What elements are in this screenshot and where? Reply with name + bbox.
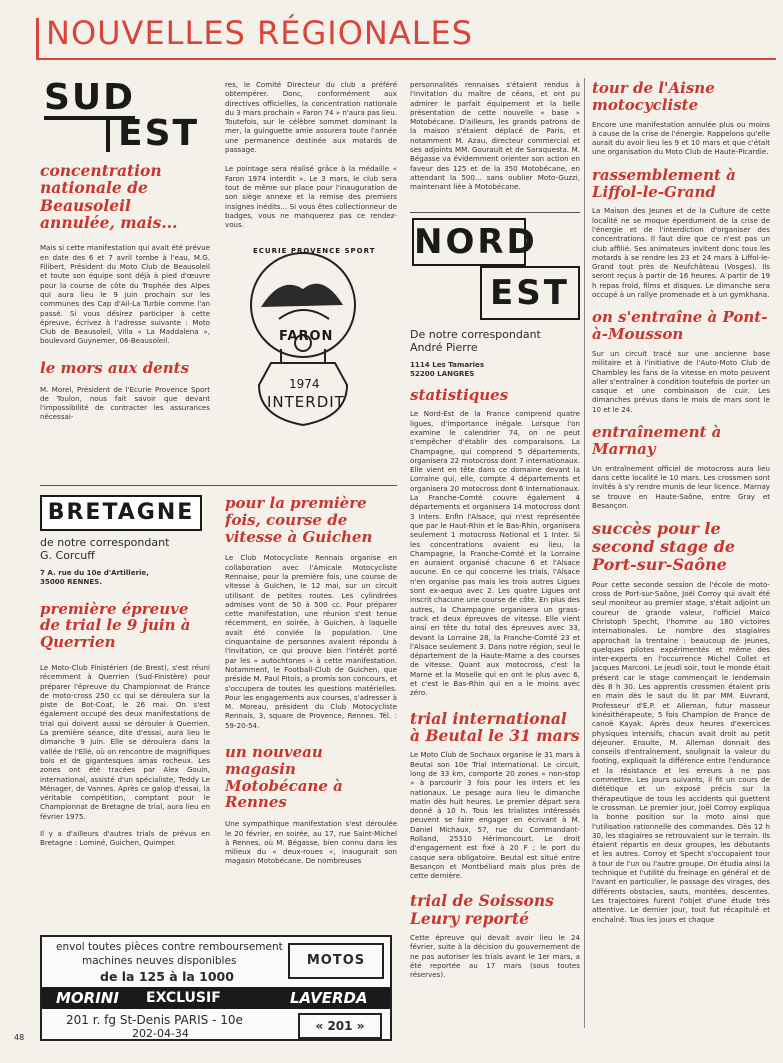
bretagne-address-1: 7 A. rue du 10e d'Artillerie,	[40, 568, 149, 577]
ad-number: « 201 »	[315, 1019, 365, 1033]
header-accent-bar	[36, 18, 39, 58]
bretagne-body-4: Une sympathique manifestation s'est déroulée le 20 février, en soirée, au 17, rue Saint-Michel à Rennes, où M. Bégasse, bien connu dans les milieux du « deux-roues », inaugurait son magasin Motobécane. De nombreuses	[225, 819, 397, 866]
badge-name: FARON	[279, 329, 334, 345]
sudest-body-4: Le pointage sera réalisé grâce à la médaille « Faron 1974 interdit ». Le 3 mars, le club sera tout de même sur place pour l'inauguration de son siège annexe et la remise des premiers insignes inédits... Si vous êtes collectionneur de badges, vous ne manquerez pas ce rendez-vous.	[225, 164, 397, 230]
nordest-logo-bottom: EST	[480, 266, 580, 320]
bretagne-correspondent-name: G. Corcuff	[40, 549, 95, 562]
bretagne-logo-text: BRETAGNE	[47, 500, 195, 525]
bretagne-column-2	[225, 495, 397, 925]
ad-motos-label: MOTOS	[306, 953, 366, 968]
ad-line-1: envol toutes pièces contre remboursement	[56, 941, 283, 953]
bretagne-headline-1: première épreuve de trial le 9 juin à Querrien	[40, 599, 191, 652]
bretagne-body-3: Le Club Motocycliste Rennais organise en collaboration avec l'Amicale Motocycliste Rennaise, pour la première fois, une course de vitesse à Guichen, le 12 mai, sur un circuit utilisant de petites routes. Les cylindrées admises vont de 50 à 500 cc. Pour préparer cette manifestation, une réunion s'est tenue récemment, en soirée, à Guichen, à laquelle avait été conviée la population. Une cinquantaine de personnes avaient répondu à l'invitation, ce qui prouve bien l'intérêt porté par les « autochtones » à cette manifestation. Notamment, le Football-Club de Guichen, que préside M. Paul Pitois, a promis son concours, et s'occupera de toutes les questions matérielles. Pour les engagements aux courses, s'adresser à M. Moreau, président du Club Motocycliste Rennais, 3, square de Provence, Rennes. Tél. : 59-20-54.	[225, 553, 397, 730]
sudest-headline-2: le mors aux dents	[40, 358, 190, 377]
bretagne-headline-2: pour la première fois, course de vitesse à Guichen	[225, 495, 373, 546]
sudest-logo-bottom: EST	[106, 116, 199, 152]
section-divider-nordest	[410, 212, 580, 213]
col4-headline-2: rassemblement à Liffol-le-Grand	[592, 165, 736, 201]
right-column	[592, 80, 770, 1035]
col4-body-5: Pour cette seconde session de l'école de moto-cross de Port-sur-Saône, Joël Corroy qui avait été seul moniteur au premier stage, s'était adjoint un coureur de grande valeur, l'officiel Maico Christoph Specht, l'homme au 180 victoires internationales. Le nombre des stagiaires approchait la trentaine : beaucoup de jeunes, quelques pilotes expérimentés et même des inter-experts en l'occurrence Michel Collet et Jacques Marconi. Le jeudi soir, tout le monde était présent car le stage commençait le lendemain dès 8 h 30. Les apprentis crossmen étaient pris en main dès le saut du lit par MM. Euvrard, Professeur d'E.P. et Alleman, futur masseur kinésithérapeute, 5 fois Champion de France de canoë Kayak. Après deux heures d'exercices physiques intensifs, chacun avait droit au petit déjeuner. Ensuite, M. Alleman donnait des conseils d'entraînement, soulignait la valeur du footing, expliquait la différence entre l'endurance et la résistance et les erreurs à ne pas commettre. Les jours suivants, il fit un cours de diététique et un exposé précis sur la thérapeutique de tous les accidents qui guettent le crossman. Le premier jour, Joël Corroy expliqua la bonne position sur la moto ainsi que l'utilisation rationnelle des commandes. Dès 12 h 30, les stagiaires se retrouvaient sur le terrain. Ils étaient répartis en deux groupes, les débutants et les autres. Corroy et Specht s'occupaient tour à tour de l'un ou l'autre groupe. On étudia ainsi la technique et l'utilité du freinage en général et de l'avant en particulier, le passage des virages, des différents obstacles, sauts, montées, descentes. Les trajectoires furent l'objet d'une étude très attentive. Le dernier jour, tout fut récapitulé et enchaîné. Tous les jours et chaque	[592, 579, 770, 924]
bretagne-column	[40, 495, 210, 925]
nordest-logo-top: NORD	[412, 218, 526, 266]
section-divider-bretagne	[40, 485, 397, 486]
ad-address: 201 r. fg St-Denis PARIS - 10e	[66, 1013, 243, 1027]
section-header	[36, 10, 776, 60]
section-title: NOUVELLES RÉGIONALES	[46, 14, 474, 52]
sudest-body-3: res, le Comité Directeur du club a préféré obtempérer. Donc, conformément aux directives officielles, la concentration nationale du 3 mars prochain « Faron 74 » n'aura pas lieu. Toutefois, sur le célèbre sommet dominant la mer, la guinguette amie assurera toute l'année une permanence destinée aux motards de passage.	[225, 80, 397, 155]
nordest-correspondent-label: De notre correspondant	[410, 328, 541, 341]
sudest-column-1	[40, 80, 210, 480]
nordest-body-3: Cette épreuve qui devait avoir lieu le 24 février, suite à la décision du gouvernement de ne pas autoriser les trials avant le 1er mars, a été reportée au 17 mars (sous toutes réserves).	[410, 933, 580, 980]
nordest-address-2: 52200 LANGRES	[410, 369, 475, 379]
col4-body-4: Un entraînement officiel de motocross aura lieu dans cette localité le 10 mars. Les crossmen sont invités à s'y rendre munis de leur licence. Marnay se trouve en Haute-Saône, entre Gray et Besançon.	[592, 463, 770, 510]
col4-headline-3: on s'entraîne à Pont-à-Mousson	[592, 308, 768, 344]
sudest-body-2: M. Morel, Président de l'Ecurie Provence Sport de Toulon, nous fait savoir que devant l'impossibilité de contracter les assurances nécessai-	[40, 384, 210, 422]
sudest-logo-top: SUD	[44, 80, 136, 118]
bretagne-address-2: 35000 RENNES.	[40, 577, 102, 587]
bretagne-logo	[40, 495, 202, 531]
col4-body-2: La Maison des Jeunes et de la Culture de cette localité ne se moque éperdument de la crise de l'énergie et de l'interdiction d'organiser des concentrations. Il faut dire que ce n'est pas un club affilié. Ses animateurs invitent donc tous les motards à se rendre les 23 et 24 mars à Liffol-le-Grand tout près de Neufchâteau (Vosges). Ils seront reçus à partir de 16 heures. A partir de 19 h repas froid, films et disques. Le dimanche sera occupé à un rallye promenade et à un gymkhana.	[592, 206, 770, 300]
column-divider-right	[584, 78, 585, 1028]
nordest-body-2: Le Moto Club de Sochaux organise le 31 mars à Beutal son 10e Trial International. Le circuit, long de 33 km, comporte 20 zones « non-stop » à parcourir 3 fois pour les inters et les nationaux. Le pesage aura lieu le dimanche matin dès huit heures. Le premier départ sera donné à 10 h. Tous les trialistes intéressés peuvent se faire engager en écrivant à M. Daniel Michaux, 57, rue du Commandant-Rolland, 25310 Hérimoncourt. Le droit d'engagement est fixé à 20 F ; le port du casque sera obligatoire. Beutal est situé entre Besançon et Montbéliard mais plus près de cette dernière.	[410, 750, 580, 881]
nordest-body-1: Le Nord-Est de la France comprend quatre ligues, d'importance inégale. Lorsque l'on examine le calendrier 74, on ne peut s'empêcher d'établir des comparaisons. La Champagne, qui comprend 5 départements, organisera 22 motocross dont 7 internationaux. Elle vient en tête dans ce domaine devant la Lorraine qui, elle, compte 4 départements et organisera 20 motocross dont 6 Internationaux. La Franche-Comté couvre également 4 départements et organisera 14 motocross dont 3 Inters. Enfin l'Alsace, qui n'est représentée que par le Haut-Rhin et le Bas-Rhin, organisera seulement 1 motocross National et 1 Inter. Si les concentrations avaient eu lieu, la Champagne, la Franche-Comté et la Lorraine en auraient organisé chacune 6 et l'Alsace aucune. En ce qui concerne les trials, l'Alsace n'en organise pas mais les trois autres Ligues sont ex-aequo avec 2. Les quatre Ligues ont inscrit chacune une course de côte. En plus des autres, la Champagne organisera un grass-track et deux épreuves de vitesse. Elle vient ainsi en tête du total des épreuves avec 33, devant la Lorraine 28, la Franche-Comté 23 et l'Alsace seulement 3. Dans notre région, seul le département de la Haute-Marne a des courses de vitesse. Quant aux motocross, c'est la Marne et la Moselle qui en ont le plus avec 6, et c'est le Bas-Rhin qui en a le moins avec zéro.	[410, 409, 580, 698]
ad-number-box	[298, 1013, 382, 1039]
ad-exclusif: EXCLUSIF	[146, 990, 221, 1006]
page-number: 48	[14, 1033, 25, 1042]
badge-word: INTERDIT	[267, 393, 345, 412]
nordest-column	[410, 218, 580, 1033]
sudest-logo	[40, 80, 210, 156]
advertisement	[40, 935, 392, 1041]
col4-headline-4: entraînement à Marnay	[592, 423, 722, 458]
sudest-column-2	[225, 80, 397, 480]
sudest-body-5: personnalités rennaises s'étaient rendus à l'invitation du maître de céans, et ont pu admirer le parfait équipement et la belle présentation de cette nouvelle « base » Motobécane. D'ailleurs, les grands patrons de la maison s'étaient déplacé de Paris, et notamment M. Azau, directeur commercial et ses adjoints MM. Gourault et de Saraquesta. M. Bégasse va évidemment orienter son action en faveur des 125 et de la 350 Motobécane, en attendant la 500... sans oublier Moto-Guzzi, maintenant liée à Motobécane.	[410, 80, 580, 192]
bretagne-body-1: Le Moto-Club Finistérien (de Brest), s'est réuni récemment à Querrien (Sud-Finistère) pour préparer l'épreuve du Championnat de France de moto-cross 250 cc qui se déroulera sur la piste de Bot-Coat, le 26 mai. On s'est également occupé des deux manifestations de trial qui doivent aussi se dérouler à Querrien. La première séance, dite d'essai, aura lieu le dimanche 9 juin. Elle se déroulera dans la vallée de l'Ellé, où on rencontre de magnifiques bois et de gigantesques amas rocheux. Les zones ont été tracées par Alex Gouin, international, assisté d'un spécialiste, Teddy Le Ménager, de Vannes. Après ce galop d'essai, la véritable compétition, comptant pour le Championnat de Bretagne de trial, aura lieu en février 1975.	[40, 662, 210, 821]
bretagne-headline-3: un nouveau magasin Motobécane à Rennes	[225, 743, 343, 812]
nordest-address-1: 1114 Les Tamaries	[410, 360, 485, 369]
bretagne-correspondent-label: de notre correspondant	[40, 536, 170, 549]
sudest-column-3	[410, 80, 580, 208]
col4-body-3: Sur un circuit tracé sur une ancienne base militaire et à l'initiative de l'Auto-Moto Club de Chambley les fans de la vitesse en moto peuvent aller s'entraîner à condition toutefois de porter un casque et une combinaison de cuir. Les dimanches prévus dans le mois de mars sont le 10 et le 24.	[592, 348, 770, 414]
nordest-headline-1: statistiques	[410, 385, 509, 404]
nordest-headline-2: trial international à Beutal le 31 mars	[410, 708, 580, 745]
col4-headline-1: tour de l'Aisne motocycliste	[592, 80, 715, 114]
ad-line-3: de la 125 à la 1000	[100, 969, 234, 984]
badge-year: 1974	[289, 377, 320, 392]
ad-line-2: machines neuves disponibles	[82, 955, 237, 967]
ad-brand-band	[42, 987, 390, 1009]
nordest-logo	[410, 218, 580, 322]
ad-brand-laverda: LAVERDA	[290, 989, 368, 1007]
nordest-correspondent-name: André Pierre	[410, 341, 478, 354]
ad-brand-morini: MORINI	[56, 989, 119, 1007]
col4-body-1: Encore une manifestation annulée plus ou moins à cause de la crise de l'énergie. Rappelons qu'elle aurait du avoir lieu les 9 et 10 mars et que c'était une organisation du Moto Club de Haute-Picardie.	[592, 119, 770, 157]
sudest-body-1: Mais si cette manifestation qui avait été prévue en date des 6 et 7 avril tombe à l'eau, M.G. Filibert, Président du Moto Club de Beausoleil et toute son équipe sont déjà à pied d'œuvre pour la course de côte du Trophée des Alpes qui aura lieu le 9 juin prochain sur les communes des Cap d'Ail-La Turbie comme l'an passé. Si vous désirez participer à cette épreuve, écrivez à l'adresse suivante : Moto Club de Beausoleil, Villa « La Maddalena », boulevard Guynemer, 06-Beausoleil.	[40, 243, 210, 346]
nordest-headline-3: trial de Soissons Leury reporté	[410, 891, 554, 928]
faron-badge	[231, 245, 381, 435]
bretagne-body-2: Il y a d'ailleurs d'autres trials de prévus en Bretagne : Lominé, Guichen, Quimper.	[40, 829, 210, 848]
ad-motos-box	[288, 943, 384, 979]
badge-ring-text: ECURIE PROVENCE SPORT	[253, 247, 376, 256]
ad-phone: 202-04-34	[132, 1027, 189, 1040]
sudest-headline-1: concentration nationale de Beausoleil annulée, mais...	[40, 161, 178, 233]
col4-headline-5: succès pour le second stage de Port-sur-Saône	[592, 519, 736, 574]
